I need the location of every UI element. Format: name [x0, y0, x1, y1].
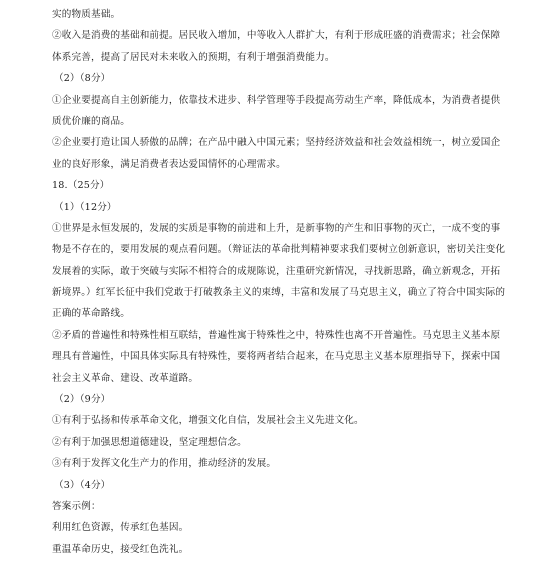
text-line-2: ②收入是消费的基础和前提。居民收入增加，中等收入人群扩大，有利于形成旺盛的消费需求；社会保障	[52, 30, 501, 42]
text-line-18: 社会主义革命、建设、改革道路。	[52, 372, 199, 384]
answer-example-2: 重温革命历史，接受红色洗礼。	[52, 543, 189, 555]
section-heading-2-9pts: （2）（9分）	[54, 394, 111, 406]
answer-example-1: 利用红色资源，传承红色基因。	[52, 522, 189, 534]
text-line-12: 物是不存在的，要用发展的观点看问题。（辩证法的革命批判精神要求我们要树立创新意识，密切关注变化	[52, 244, 506, 256]
text-line-5: ①企业要提高自主创新能力，依靠技术进步、科学管理等手段提高劳动生产率，降低成本，为消费者提供	[52, 94, 501, 106]
text-line-3: 体系完善，提高了居民对未来收入的预期，有利于增强消费能力。	[52, 51, 335, 63]
section-heading-2-8pts: （2）（8分）	[54, 73, 111, 85]
answer-example-label: 答案示例：	[52, 500, 101, 512]
text-line-22: ③有利于发挥文化生产力的作用，推动经济的发展。	[52, 458, 277, 470]
text-line-11: ①世界是永恒发展的，发展的实质是事物的前进和上升，是新事物的产生和旧事物的灭亡，一成不变的事	[52, 222, 501, 234]
text-line-13: 发展着的实际，敢于突破与实际不相符合的成规陈说，注重研究新情况，寻找新思路，确立新观念，开拓	[52, 265, 501, 277]
text-line-21: ②有利于加强思想道德建设，坚定理想信念。	[52, 436, 247, 448]
text-line-6: 质优价廉的商品。	[52, 115, 130, 127]
text-line-16: ②矛盾的普遍性和特殊性相互联结，普遍性寓于特殊性之中，特殊性也离不开普遍性。马克思主义基本原	[52, 329, 501, 341]
text-line-1: 实的物质基础。	[52, 9, 121, 20]
text-line-15: 正确的革命路线。	[52, 308, 130, 320]
text-line-14: 新境界。）红军长征中我们党敢于打破教条主义的束缚，丰富和发展了马克思主义，确立了符合中国实际的	[52, 287, 506, 299]
text-line-7: ②企业要打造让国人骄傲的品牌；在产品中融入中国元素；坚持经济效益和社会效益相统一，树立爱国企	[52, 137, 501, 149]
section-heading-3-4pts: （3）（4分）	[54, 479, 111, 491]
section-heading-1-12pts: （1）（12分）	[54, 201, 117, 213]
text-line-20: ①有利于弘扬和传承革命文化，增强文化自信，发展社会主义先进文化。	[52, 415, 364, 427]
text-line-8: 业的良好形象，满足消费者表达爱国情怀的心理需求。	[52, 158, 286, 170]
question-18-heading: 18.（25分）	[52, 180, 110, 192]
text-line-17: 理具有普遍性，中国具体实际具有特殊性，要将两者结合起来，在马克思主义基本原理指导下，探索中国	[52, 351, 501, 363]
